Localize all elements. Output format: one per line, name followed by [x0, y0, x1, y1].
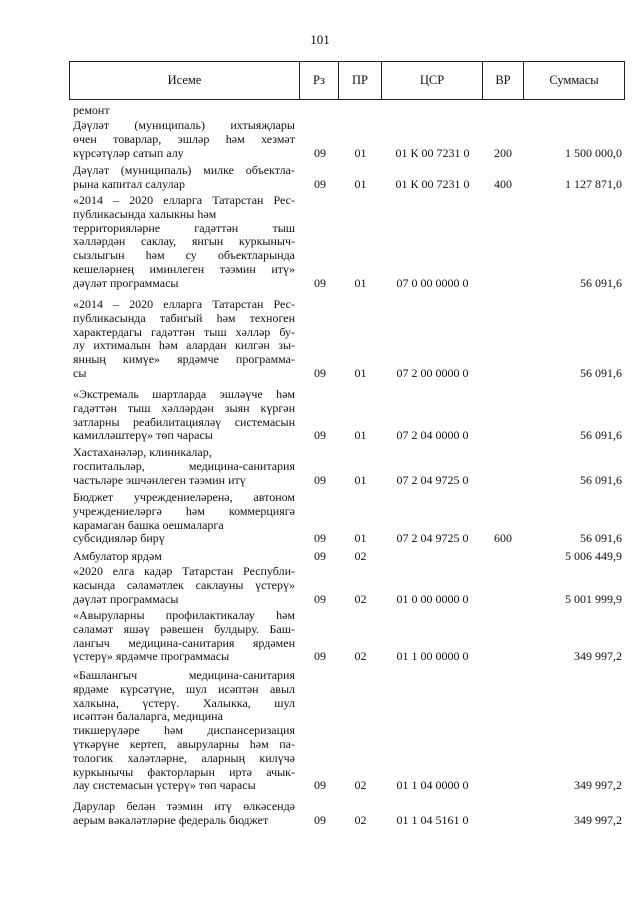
row-name-line: «2020 елга кадәр Татарстан Республи-: [73, 564, 295, 578]
header-vr: ВР: [483, 62, 524, 99]
row-sum: 56 091,6: [580, 366, 622, 380]
row-sum: 5 006 449,9: [565, 549, 622, 563]
row-name-line: лау системасын үстерү» төп чарасы: [73, 778, 256, 793]
row-name: [73, 669, 295, 793]
row-name-line: субсидияләр бирү: [73, 531, 165, 546]
row-pr: 02: [354, 549, 367, 563]
row-name-line: дәүләт программасы: [73, 275, 179, 290]
row-name-line: исәптән балаларга, медицина: [73, 709, 223, 724]
row-rz: 09: [314, 591, 326, 606]
row-name: [73, 609, 295, 664]
row-rz: 09: [314, 145, 326, 160]
row-name: [73, 800, 295, 828]
row-csr: 01 1 04 0000 0: [396, 778, 469, 793]
row-name-line: «2014 – 2020 елларга Татарстан Рес-: [73, 297, 295, 311]
row-name-line: публикасында табигый һәм техноген: [73, 310, 295, 325]
header-rz: Рз: [300, 62, 339, 99]
row-csr: 07 2 04 9725 0: [396, 531, 469, 546]
row-name-line: аерым вәкаләтләрне федераль бюджет: [73, 812, 269, 827]
row-name-line: гадәттән тыш хәлләрдән зыян күргән: [73, 400, 295, 415]
row-pr: 01: [354, 428, 367, 443]
row-name-line: «Башлангыч медицина-санитария: [73, 668, 295, 682]
header-name: Исеме: [70, 62, 300, 99]
row-name: [73, 550, 295, 564]
row-pr: 02: [354, 812, 367, 827]
row-sum: 56 091,6: [580, 428, 622, 443]
row-name-line: ремонт: [73, 103, 110, 117]
row-pr: 02: [354, 591, 367, 606]
row-name: [73, 164, 295, 192]
row-name-line: сызлыгын һәм су объектларында: [73, 248, 295, 263]
row-name-line: күрсәтүләр сатып алу: [73, 145, 184, 160]
row-name: [73, 446, 295, 487]
row-pr: 01: [354, 145, 367, 160]
row-name-line: Амбулатор ярдәм: [73, 549, 162, 563]
row-name-line: территорияләрне гадәттән тыш: [73, 220, 295, 235]
row-name-line: лангыч медицина-санитария ярдәмен: [73, 635, 295, 650]
row-name-line: касында сәламәтлек саклауны үстерү»: [73, 577, 295, 592]
row-sum: 349 997,2: [574, 649, 622, 664]
row-name-line: тологик халәтләрне, аларның килүчә: [73, 750, 295, 765]
row-csr: 01 К 00 7231 0: [395, 145, 470, 160]
row-name-line: Бюджет учреждениеләренә, автоном: [73, 490, 295, 504]
row-pr: 02: [354, 778, 367, 793]
header-pr: ПР: [339, 62, 382, 99]
row-csr: 07 2 00 0000 0: [396, 366, 469, 380]
row-name-line: учреждениеләргә һәм коммерциягә: [73, 503, 295, 518]
row-pr: 01: [354, 176, 367, 191]
row-csr: 07 2 04 9725 0: [396, 472, 469, 487]
row-name-line: публикасында халыкны һәм: [73, 206, 217, 221]
row-pr: 02: [354, 649, 367, 664]
row-pr: 01: [354, 366, 367, 380]
row-vr: 600: [494, 531, 512, 546]
row-csr: 07 2 04 0000 0: [396, 428, 469, 443]
row-name-line: частьләре эшчәнлеген тәэмин итү: [73, 472, 246, 487]
row-name: [73, 491, 295, 546]
row-csr: 01 1 00 0000 0: [396, 649, 469, 664]
row-vr: 400: [494, 176, 512, 191]
row-name-line: сәламәт яшәү рәвешен булдыру. Баш-: [73, 621, 295, 636]
row-rz: 09: [314, 428, 326, 443]
row-name-line: үстерү» ярдәмче программасы: [73, 649, 230, 664]
row-csr: 07 0 00 0000 0: [396, 275, 469, 290]
row-name-line: Дәүләт (муниципаль) милке объектла-: [73, 163, 295, 177]
row-name-line: рына капитал салулар: [73, 176, 185, 191]
row-name: [73, 565, 295, 606]
row-name-line: лу ихтималын һәм алардан килгән зы-: [73, 338, 295, 353]
row-rz: 09: [314, 778, 326, 793]
row-name-line: өчен товарлар, эшләр һәм хезмәт: [73, 131, 295, 146]
row-name: [73, 194, 295, 291]
header-sum: Суммасы: [549, 73, 599, 87]
row-sum: 1 127 871,0: [565, 176, 622, 191]
row-name-line: тикшерүләре һәм диспансеризация: [73, 723, 295, 738]
page-number: 101: [310, 32, 330, 47]
row-name-line: «Экстремаль шартларда эшләүче һәм: [73, 387, 295, 401]
row-name-line: ярдәме күрсәтүне, шул исәптән авыл: [73, 681, 295, 696]
row-sum: 1 500 000,0: [565, 145, 622, 160]
row-sum: 349 997,2: [574, 812, 622, 827]
row-name-line: Хастаханәләр, клиникалар,: [73, 445, 212, 459]
row-name: [73, 119, 295, 160]
row-name-line: янның кимүе» ярдәмче программа-: [73, 352, 295, 367]
row-pr: 01: [354, 472, 367, 487]
row-rz: 09: [314, 531, 326, 546]
row-sum: 56 091,6: [580, 531, 622, 546]
row-name-line: сы: [73, 365, 87, 380]
row-name: [73, 104, 295, 118]
row-rz: 09: [314, 176, 326, 191]
row-sum: 56 091,6: [580, 275, 622, 290]
row-name-line: халкына, үстерү. Халыкка, шул: [73, 695, 295, 710]
row-csr: 01 0 00 0000 0: [396, 591, 469, 606]
row-pr: 01: [354, 275, 367, 290]
row-sum: 349 997,2: [574, 778, 622, 793]
row-name-line: Дәүләт (муниципаль) ихтыяҗлары: [73, 118, 295, 132]
row-name-line: «Авыруларны профилактикалау һәм: [73, 608, 295, 622]
row-name-line: «2014 – 2020 елларга Татарстан Рес-: [73, 193, 295, 207]
row-sum: 5 001 999,9: [565, 591, 622, 606]
row-name-line: госпитальләр, медицина-санитария: [73, 458, 295, 473]
row-rz: 09: [314, 472, 326, 487]
row-csr: 01 1 04 5161 0: [396, 812, 469, 827]
row-rz: 09: [314, 812, 326, 827]
row-vr: 200: [494, 145, 512, 160]
row-name-line: үткәрүне кертеп, авыруларны һәм па-: [73, 736, 295, 751]
row-name-line: дәүләт программасы: [73, 591, 179, 606]
row-csr: 01 К 00 7231 0: [395, 176, 470, 191]
row-name-line: камилләштерү» төп чарасы: [73, 428, 213, 443]
row-name-line: карамаган башка оешмаларга: [73, 517, 224, 532]
row-rz: 09: [314, 549, 326, 563]
row-name-line: затларны реабилитацияләү системасын: [73, 414, 295, 429]
row-pr: 01: [354, 531, 367, 546]
row-rz: 09: [314, 275, 326, 290]
row-name: [73, 388, 295, 443]
row-name: [73, 298, 295, 381]
row-rz: 09: [314, 649, 326, 664]
row-name-line: кешеләрнең иминлеген тәэмин итү»: [73, 261, 295, 276]
row-rz: 09: [314, 366, 326, 380]
row-name-line: Дарулар белән тәэмин итү өлкәсендә: [73, 799, 295, 813]
header-csr: ЦСР: [382, 62, 483, 99]
row-name-line: характердагы гадәттән тыш хәлләр бу-: [73, 324, 295, 339]
row-name-line: куркынычы факторларын иртә ачык-: [73, 764, 295, 779]
row-sum: 56 091,6: [580, 472, 622, 487]
row-name-line: хәлләрдән саклау, янгын куркыныч-: [73, 234, 295, 249]
